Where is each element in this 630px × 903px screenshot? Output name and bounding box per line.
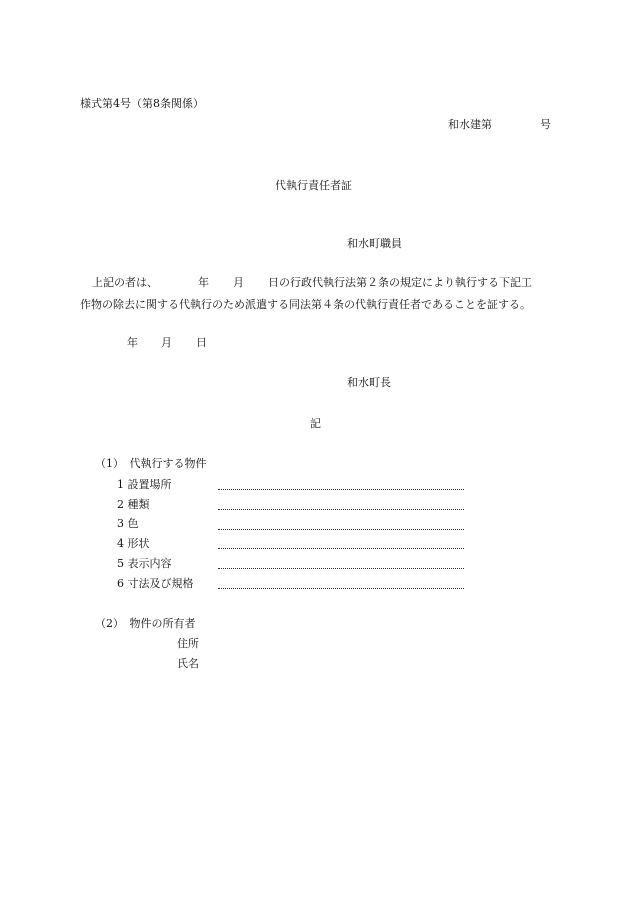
form-label: 様式第4号（第8条関係） bbox=[80, 97, 204, 110]
body-line-1-suffix: 日の行政代執行法第２条の規定により執行する下記工 bbox=[268, 276, 532, 289]
item-label: 2 種類 bbox=[117, 498, 150, 511]
item-fill-line bbox=[218, 489, 464, 490]
document-title: 代執行責任者証 bbox=[275, 179, 352, 192]
body-year: 年 bbox=[198, 276, 209, 289]
owner-name-label: 氏名 bbox=[177, 657, 199, 670]
owner-address-label: 住所 bbox=[177, 637, 199, 650]
item-label: 4 形状 bbox=[117, 537, 150, 550]
item-fill-line bbox=[218, 509, 464, 510]
staff-label: 和水町職員 bbox=[347, 237, 402, 250]
item-label: 3 色 bbox=[117, 517, 139, 530]
item-fill-line bbox=[218, 529, 464, 530]
section-2-heading: （2） 物件の所有者 bbox=[95, 617, 196, 630]
item-label: 1 設置場所 bbox=[117, 478, 172, 491]
document-number-suffix: 号 bbox=[540, 118, 551, 131]
document-number-prefix: 和水建第 bbox=[448, 118, 492, 131]
ki-label: 記 bbox=[310, 417, 321, 430]
item-fill-line bbox=[218, 588, 464, 589]
date-month: 月 bbox=[161, 336, 172, 349]
item-label: 6 寸法及び規格 bbox=[117, 577, 194, 590]
date-day: 日 bbox=[196, 336, 207, 349]
date-year: 年 bbox=[127, 336, 138, 349]
mayor-label: 和水町長 bbox=[347, 376, 391, 389]
body-line-2: 作物の除去に関する代執行のため派遣する同法第４条の代執行責任者であることを証する。 bbox=[80, 298, 531, 311]
section-1-heading: （1） 代執行する物件 bbox=[95, 457, 207, 470]
item-fill-line bbox=[218, 568, 464, 569]
body-line-1-prefix: 上記の者は、 bbox=[92, 276, 158, 289]
body-month: 月 bbox=[233, 276, 244, 289]
item-label: 5 表示内容 bbox=[117, 557, 172, 570]
body-line-1 bbox=[92, 277, 532, 288]
item-fill-line bbox=[218, 548, 464, 549]
